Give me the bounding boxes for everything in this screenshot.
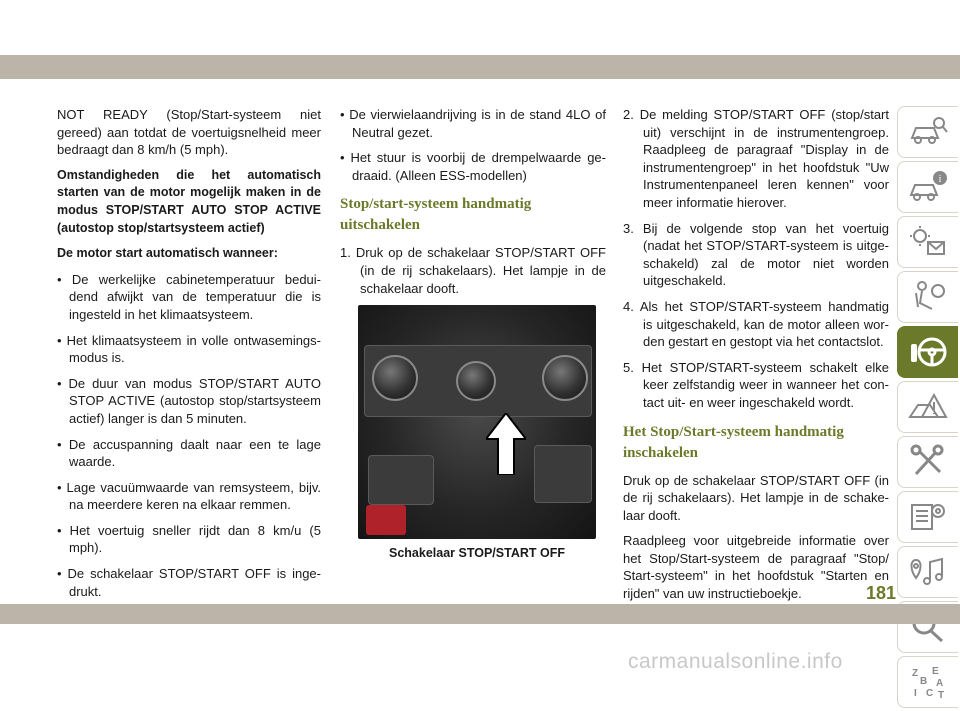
bold-paragraph: Omstandigheden die het automatisch starten van de motor mogelijk maken in de modus STOP/START AUTO STOP ACTIVE (autostop stop/startsysteem actief) bbox=[57, 167, 321, 235]
airbag-seat-icon bbox=[908, 279, 948, 315]
figure-caption: Schakelaar STOP/START OFF bbox=[389, 546, 565, 561]
numbered-step: 1. Druk op de schakelaar STOP/START OFF (in de rij schakelaars). Het lampje in de schakelaar dooft. bbox=[340, 245, 606, 296]
column-3 bbox=[623, 106, 889, 611]
numbered-step: 2. De melding STOP/START OFF (stop/start uit) verschijnt in de instrumentengroep. Raadpleeg de paragraaf "Display in de instrumentengroep" in het hoofdstuk "Uw Instrumentenpaneel leren kennen" voor meer informatie hierover. bbox=[623, 107, 889, 210]
list-item: • Het stuur is voorbij de drempelwaarde ge-draaid. (Alleen ESS-modellen) bbox=[340, 150, 606, 183]
list-item: • Het voertuig sneller rijdt dan 8 km/u (5 mph). bbox=[57, 522, 321, 556]
arrow-up-icon bbox=[486, 413, 526, 475]
svg-text:T: T bbox=[938, 690, 945, 700]
svg-text:i: i bbox=[938, 174, 942, 185]
svg-text:A: A bbox=[936, 678, 944, 689]
tab-warning-lights[interactable] bbox=[897, 216, 958, 268]
list-item: • De schakelaar STOP/START OFF is inge-drukt. bbox=[57, 566, 321, 599]
list-item: • Lage vacuümwaarde van remsysteem, bijv. na meerdere keren na elkaar remmen. bbox=[57, 479, 321, 513]
watermark: carmanualsonline.info bbox=[628, 650, 843, 673]
bottom-band bbox=[0, 604, 960, 624]
svg-text:E: E bbox=[932, 666, 939, 677]
svg-text:Z: Z bbox=[912, 668, 919, 679]
warning-lights-icon bbox=[908, 224, 948, 260]
column-2 bbox=[340, 106, 606, 563]
list-item: • De vierwielaandrijving is in de stand 4LO of Neutral gezet. bbox=[340, 107, 606, 140]
numbered-step: 4. Als het STOP/START-systeem handmatig is uitgeschakeld, kan de motor alleen wor-den gestart en gestopt via het contactslot. bbox=[623, 298, 889, 350]
list-item: • De accuspanning daalt naar een te lage waarde. bbox=[57, 436, 321, 470]
page-number: 181 bbox=[866, 583, 897, 603]
list-item: • Het klimaatsysteem in volle ontwasemings-modus is. bbox=[57, 332, 321, 366]
window-switch-block bbox=[534, 445, 592, 503]
tab-airbag-seat[interactable] bbox=[897, 271, 958, 323]
tab-specifications[interactable] bbox=[897, 491, 958, 543]
tab-car-info[interactable] bbox=[897, 161, 958, 213]
numbered-step: 3. Bij de volgende stop van het voertuig (nadat het STOP/START-systeem is uitge-schakeld) zal de motor niet worden uitgeschakeld. bbox=[623, 220, 889, 289]
tab-emergency[interactable] bbox=[897, 381, 958, 433]
music-gps-icon bbox=[908, 554, 948, 590]
svg-text:C: C bbox=[926, 688, 934, 699]
paragraph: Druk op de schakelaar STOP/START OFF (in de rij schakelaars). Het lampje in de schake-laar dooft. bbox=[623, 472, 889, 523]
climate-knob bbox=[372, 355, 418, 401]
temperature-knob bbox=[542, 355, 588, 401]
svg-text:B: B bbox=[920, 676, 928, 687]
section-heading: Stop/start-systeem handmatig uitschakelen bbox=[340, 196, 532, 234]
tools-icon bbox=[908, 444, 948, 480]
list-item: • De duur van modus STOP/START AUTO STOP ACTIVE (autostop stop/startsysteem actief) langer is dan 5 minuten. bbox=[57, 375, 321, 426]
paragraph: NOT READY (Stop/Start-systeem niet gereed) aan totdat de voertuigsnelheid meer bedraagt dan 8 km/h (5 mph). bbox=[57, 107, 321, 158]
bold-paragraph: De motor start automatisch wanneer: bbox=[57, 246, 278, 261]
tab-car-search[interactable] bbox=[897, 106, 958, 158]
top-band bbox=[0, 55, 960, 79]
fan-knob bbox=[456, 361, 496, 401]
car-search-icon bbox=[908, 114, 948, 150]
dashboard-photo bbox=[358, 305, 596, 539]
column-1 bbox=[57, 106, 321, 608]
paragraph: Raadpleeg voor uitgebreide informatie over het Stop/Start-systeem de paragraaf "Stop/ Start-systeem" in het hoofdstuk "Starten en rijden" van uw instructieboekje. bbox=[623, 533, 889, 602]
tab-maintenance[interactable] bbox=[897, 436, 958, 488]
spec-gear-icon bbox=[908, 499, 948, 535]
alphabet-index-icon bbox=[908, 664, 948, 700]
tab-starting-driving[interactable] bbox=[897, 326, 958, 378]
list-item: • De werkelijke cabinetemperatuur bedui-dend afwijkt van de temperatuur die is ingesteld in het klimaatsysteem. bbox=[57, 271, 321, 322]
numbered-step: 5. Het STOP/START-systeem schakelt elke keer zelfstandig weer in wanneer het con-tact uit- en weer ingeschakeld wordt. bbox=[623, 359, 889, 410]
engine-start-button bbox=[366, 505, 406, 535]
tab-multimedia[interactable] bbox=[897, 546, 958, 598]
steering-wheel-key-icon bbox=[908, 334, 948, 370]
switch-block bbox=[368, 455, 434, 505]
svg-text:I: I bbox=[914, 688, 917, 699]
car-info-icon bbox=[908, 169, 948, 205]
hazard-car-icon bbox=[908, 389, 948, 425]
tab-index[interactable] bbox=[897, 656, 958, 708]
section-heading: Het Stop/Start-systeem handmatig inschakelen bbox=[623, 423, 844, 461]
